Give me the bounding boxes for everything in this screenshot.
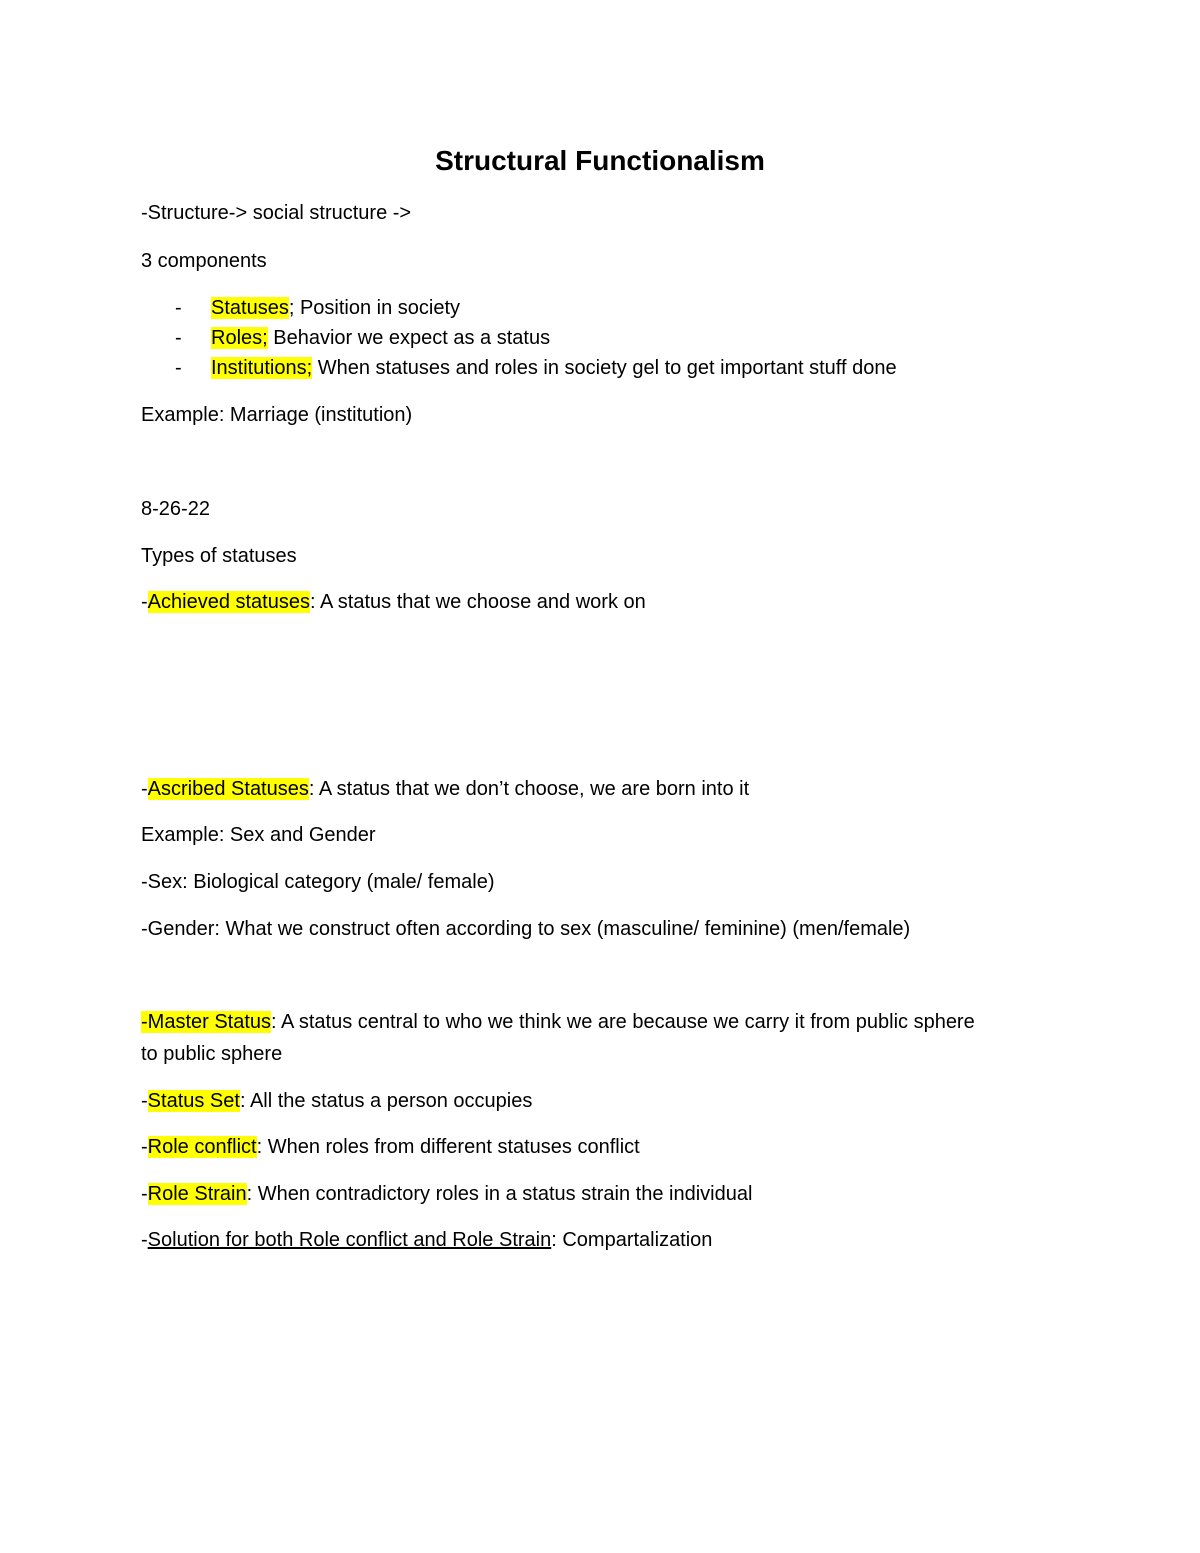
definition-role-conflict: : When roles from different statuses conflict [256,1136,640,1158]
term-achieved-statuses: Achieved statuses [147,591,310,613]
gender-line: -Gender: What we construct often according to sex (masculine/ feminine) (men/female) [141,918,911,940]
example-marriage: Example: Marriage (institution) [141,404,413,426]
definition-solution: : Compartalization [551,1229,713,1251]
term-role-conflict: Role conflict [147,1136,257,1158]
definition-status-set: : All the status a person occupies [239,1090,533,1112]
definition-master: : A status central to who we think we are because we carry it from public sphere [271,1011,975,1033]
prefix-dash: - [141,1136,148,1158]
document-title: Structural Functionalism [435,145,765,176]
definition-achieved: : A status that we choose and work on [310,591,646,613]
term-roles: Roles; [211,327,268,349]
term-statuses: Statuses [211,297,289,319]
definition-role-strain: : When contradictory roles in a status strain the individual [246,1183,753,1205]
bullet-dash: - [175,327,182,349]
term-solution: Solution for both Role conflict and Role Strain [147,1229,552,1251]
solution-line [141,1226,712,1254]
term-role-strain: Role Strain [147,1183,247,1205]
bullet-statuses [211,294,460,322]
bullet-roles [211,324,550,352]
prefix-dash: - [141,1183,148,1205]
bullet-dash: - [175,297,182,319]
term-institutions: Institutions; [211,357,313,379]
master-status-continuation: to public sphere [141,1043,283,1065]
definition-statuses: Position in society [294,297,461,319]
prefix-dash: - [141,1090,148,1112]
example-sex-gender: Example: Sex and Gender [141,824,376,846]
definition-ascribed: : A status that we don’t choose, we are born into it [308,778,750,800]
definition-roles: Behavior we expect as a status [267,327,551,349]
prefix-dash: - [141,1229,148,1251]
prefix-dash: - [141,778,148,800]
definition-institutions: When statuses and roles in society gel to get important stuff done [312,357,897,379]
ascribed-statuses-line [141,775,749,803]
sex-line: -Sex: Biological category (male/ female) [141,871,495,893]
bullet-dash: - [175,357,182,379]
role-conflict-line [141,1133,640,1161]
types-heading: Types of statuses [141,545,297,567]
term-suffix: ; [288,297,295,319]
achieved-statuses-line [141,588,646,616]
structure-line: -Structure-> social structure -> [141,202,412,224]
term-ascribed-statuses: Ascribed Statuses [147,778,309,800]
date-line: 8-26-22 [141,498,210,520]
status-set-line [141,1087,532,1115]
role-strain-line [141,1180,752,1208]
bullet-institutions [211,354,897,382]
term-master-status: -Master Status [141,1011,272,1033]
prefix-dash: - [141,591,148,613]
master-status-line [141,1008,975,1036]
components-heading: 3 components [141,250,267,272]
term-status-set: Status Set [147,1090,240,1112]
